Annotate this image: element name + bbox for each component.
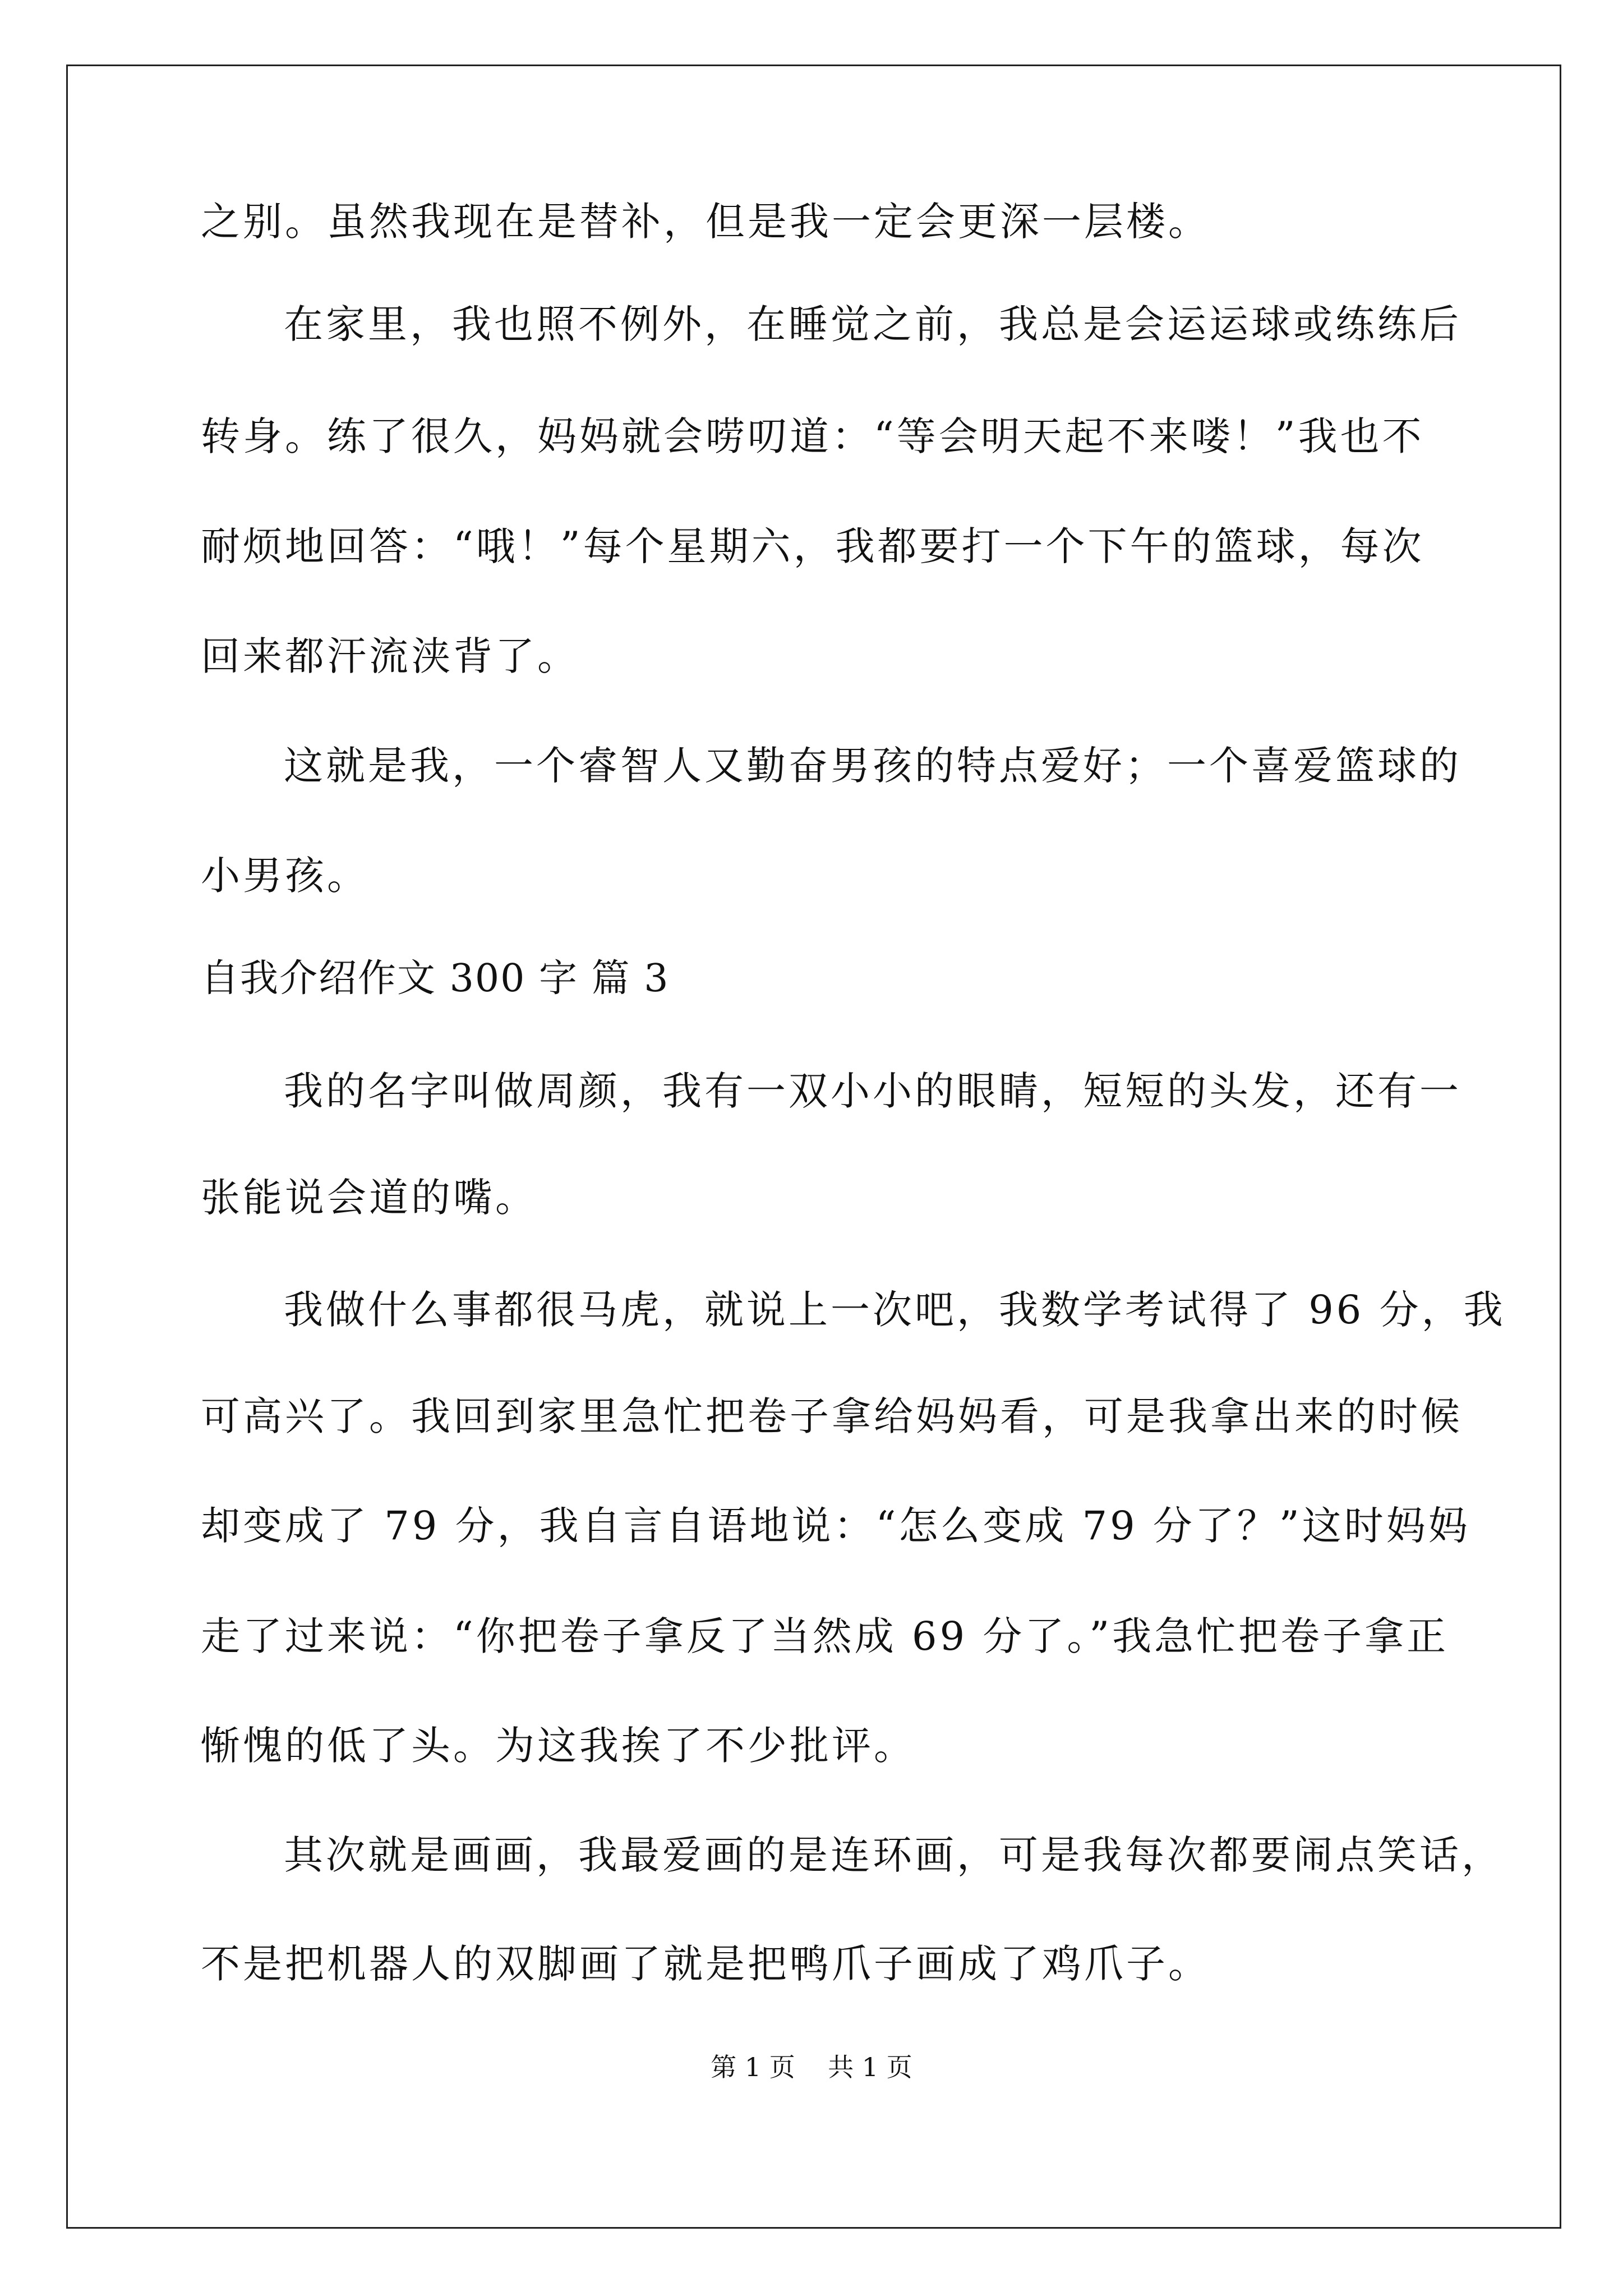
text-line: 却变成了 79 分，我自言自语地说：“怎么变成 79 分了？”这时妈妈 [201,1503,1470,1549]
paragraph-start: 其次就是画画，我最爱画的是连环画，可是我每次都要闹点笑话， [284,1832,1504,1878]
section-heading: 自我介绍作文 300 字 篇 3 [201,956,670,1001]
text-line: 转身。练了很久，妈妈就会唠叨道：“等会明天起不来喽！”我也不 [201,413,1424,459]
text-line: 回来都汗流浃背了。 [201,633,579,679]
paragraph-start: 这就是我，一个睿智人又勤奋男孩的特点爱好；一个喜爱篮球的 [284,743,1461,789]
paragraph-start: 在家里，我也照不例外，在睡觉之前，我总是会运运球或练练后 [284,301,1461,347]
text-line: 可高兴了。我回到家里急忙把卷子拿给妈妈看，可是我拿出来的时候 [201,1393,1463,1439]
page-footer: 第 1 页 共 1 页 [711,2052,912,2082]
page-border [66,65,1561,2229]
text-line: 耐烦地回答：“哦！”每个星期六，我都要打一个下午的篮球，每次 [201,523,1424,569]
text-line: 惭愧的低了头。为这我挨了不少批评。 [201,1723,916,1769]
text-line: 之别。虽然我现在是替补，但是我一定会更深一层楼。 [201,199,1210,245]
paragraph-start: 我的名字叫做周颜，我有一双小小的眼睛，短短的头发，还有一 [284,1068,1461,1114]
text-line: 走了过来说：“你把卷子拿反了当然成 69 分了。”我急忙把卷子拿正 [201,1613,1449,1659]
text-line: 小男孩。 [201,853,369,899]
paragraph-start: 我做什么事都很马虎，就说上一次吧，我数学考试得了 96 分，我 [284,1287,1506,1333]
text-line: 张能说会道的嘴。 [201,1175,537,1221]
text-line: 不是把机器人的双脚画了就是把鸭爪子画成了鸡爪子。 [201,1941,1210,1987]
